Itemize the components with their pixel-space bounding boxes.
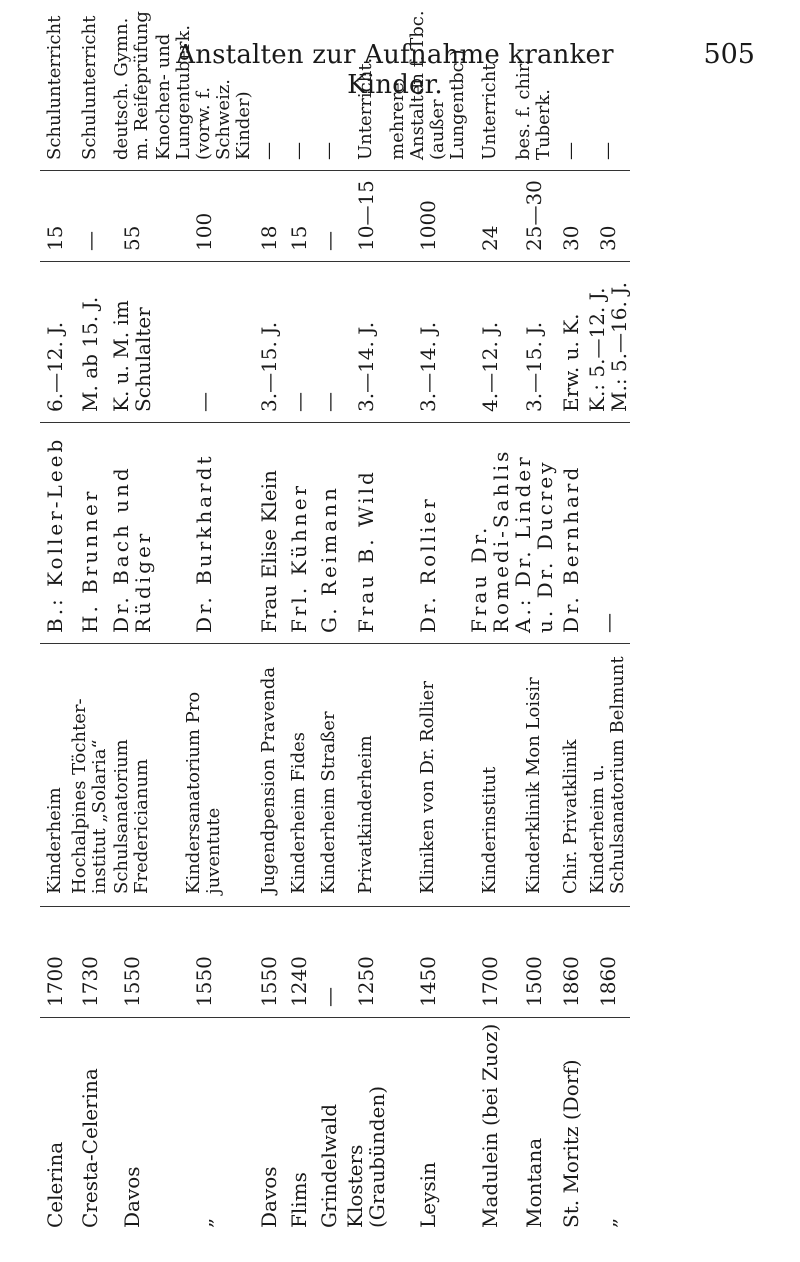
altitude-cell: 1500 — [512, 907, 556, 1018]
director-cell: Frau B. Wild — [344, 423, 388, 644]
place-cell: Davos — [120, 1166, 144, 1228]
institution-name-cell: Privatkinderheim — [344, 644, 388, 907]
beds-count-cell: 30 — [556, 171, 586, 262]
table-row — [586, 10, 630, 1238]
altitude-cell: 1550 — [110, 907, 154, 1018]
table-row — [512, 10, 556, 1238]
beds-count-cell: 10—15 — [344, 171, 388, 262]
table-body — [40, 10, 630, 1238]
age-range-cell: K.: 5.—12. J. M.: 5.—16. J. — [586, 262, 630, 423]
director-cell: B.: Koller-Leeb — [40, 423, 70, 644]
altitude-cell: 1860 — [586, 907, 630, 1018]
altitude-cell: 1240 — [284, 907, 314, 1018]
altitude-cell: 1860 — [556, 907, 586, 1018]
director-cell: A.: Dr. Linder u. Dr. Ducrey — [512, 423, 556, 644]
table-row — [388, 10, 468, 1238]
table-row — [254, 10, 284, 1238]
age-range-cell: M. ab 15. J. — [70, 262, 110, 423]
place-cell: Davos — [257, 1166, 281, 1228]
place-cell: Flims — [287, 1172, 311, 1228]
table-row — [556, 10, 586, 1238]
institution-name-cell: Kliniken von Dr. Rollier — [388, 644, 468, 907]
place-cell: Montana — [522, 1137, 546, 1228]
age-range-cell: — — [154, 262, 254, 423]
table-row — [154, 10, 254, 1238]
director-cell: H. Brunner — [70, 423, 110, 644]
altitude-cell: 1450 — [388, 907, 468, 1018]
table-row — [468, 10, 512, 1238]
director-cell: Frl. Kühner — [284, 423, 314, 644]
institution-name-cell: Kinderinstitut — [468, 644, 512, 907]
age-range-cell: — — [314, 262, 344, 423]
altitude-cell: 1250 — [344, 907, 388, 1018]
beds-count-cell: 30 — [586, 171, 630, 262]
age-range-cell: 6.—12. J. — [40, 262, 70, 423]
running-title: Anstalten zur Aufnahme kranker Kinder. — [176, 40, 614, 100]
remarks-cell: Schulunterricht — [40, 10, 70, 171]
remarks-cell: — — [586, 10, 630, 171]
altitude-cell: 1550 — [154, 907, 254, 1018]
institution-name-cell: Kinderklinik Mon Loisir — [512, 644, 556, 907]
age-range-cell: 4.—12. J. — [468, 262, 512, 423]
remarks-cell: bes. f. chir. Tuberk. — [512, 10, 556, 171]
place-cell: Madulein (bei Zuoz) — [478, 1023, 502, 1228]
institution-name-cell: Kinderheim u. Schulsanatorium Belmunt — [586, 644, 630, 907]
institution-name-cell: Kinderheim Straßer — [314, 644, 344, 907]
director-cell: G. Reimann — [314, 423, 344, 644]
place-cell: St. Moritz (Dorf) — [559, 1059, 583, 1228]
table-row — [284, 10, 314, 1238]
remarks-cell: deutsch. Gymn. m. Reifeprüfung — [110, 10, 154, 171]
institution-name-cell: Jugendpension Pravenda — [254, 644, 284, 907]
institution-name-cell: Hochalpines Töchter-institut „Solaria“ — [70, 644, 110, 907]
remarks-cell: Unterricht — [468, 10, 512, 171]
remarks-cell: — — [314, 10, 344, 171]
altitude-cell: — — [314, 907, 344, 1018]
institution-name-cell: Kindersanatorium Pro juventute — [154, 644, 254, 907]
altitude-cell: 1730 — [70, 907, 110, 1018]
director-cell: Frau Dr. Romedi-Sahlis — [468, 423, 512, 644]
director-cell: Dr. Burkhardt — [154, 423, 254, 644]
beds-count-cell: 1000 — [388, 171, 468, 262]
page-number: 505 — [703, 39, 755, 70]
altitude-cell: 1550 — [254, 907, 284, 1018]
remarks-cell: — — [254, 10, 284, 171]
place-cell: „ — [596, 1217, 620, 1228]
beds-count-cell: 15 — [40, 171, 70, 262]
institution-name-cell: Chir. Privatklinik — [556, 644, 586, 907]
director-cell: — — [586, 423, 630, 644]
place-cell: Cresta-Celerina — [78, 1068, 102, 1228]
table-row — [110, 10, 154, 1238]
beds-count-cell: 18 — [254, 171, 284, 262]
place-cell: Leysin — [416, 1162, 440, 1228]
table-row — [70, 10, 110, 1238]
age-range-cell: K. u. M. im Schulalter — [110, 262, 154, 423]
remarks-cell: Schulunterricht — [70, 10, 110, 171]
beds-count-cell: 24 — [468, 171, 512, 262]
age-range-cell: Erw. u. K. — [556, 262, 586, 423]
age-range-cell: — — [284, 262, 314, 423]
director-cell: Dr. Bernhard — [556, 423, 586, 644]
institution-name-cell: Kinderheim Fides — [284, 644, 314, 907]
table-row — [344, 10, 388, 1238]
beds-count-cell: 55 — [110, 171, 154, 262]
beds-count-cell: 15 — [284, 171, 314, 262]
place-cell: Klosters (Graubünden) — [343, 1085, 389, 1228]
institution-name-cell: Schulsanatorium Fredericianum — [110, 644, 154, 907]
remarks-cell: — — [556, 10, 586, 171]
age-range-cell: 3.—14. J. — [388, 262, 468, 423]
age-range-cell: 3.—14. J. — [344, 262, 388, 423]
altitude-cell: 1700 — [468, 907, 512, 1018]
remarks-cell: — — [284, 10, 314, 171]
place-cell: Grindelwald — [317, 1103, 341, 1228]
director-cell: Dr. Bach und Rüdiger — [110, 423, 154, 644]
table-row — [314, 10, 344, 1238]
director-cell: Frau Elise Klein — [254, 423, 284, 644]
beds-count-cell: — — [70, 171, 110, 262]
remarks-cell: mehrere Anstalten f. Tbc. (außer Lungentbc.) — [388, 10, 468, 171]
place-cell: „ — [192, 1217, 216, 1228]
institution-name-cell: Kinderheim — [40, 644, 70, 907]
age-range-cell: 3.—15. J. — [512, 262, 556, 423]
age-range-cell: 3.—15. J. — [254, 262, 284, 423]
beds-count-cell: — — [314, 171, 344, 262]
table-row — [40, 10, 70, 1238]
remarks-cell: Knochen- und Lungentuberk. (vorw. f. Schweiz. Kinder) — [154, 10, 254, 171]
beds-count-cell: 100 — [154, 171, 254, 262]
remarks-cell: Unterricht. — [344, 10, 388, 171]
beds-count-cell: 25—30 — [512, 171, 556, 262]
director-cell: Dr. Rollier — [388, 423, 468, 644]
altitude-cell: 1700 — [40, 907, 70, 1018]
place-cell: Celerina — [43, 1141, 67, 1228]
